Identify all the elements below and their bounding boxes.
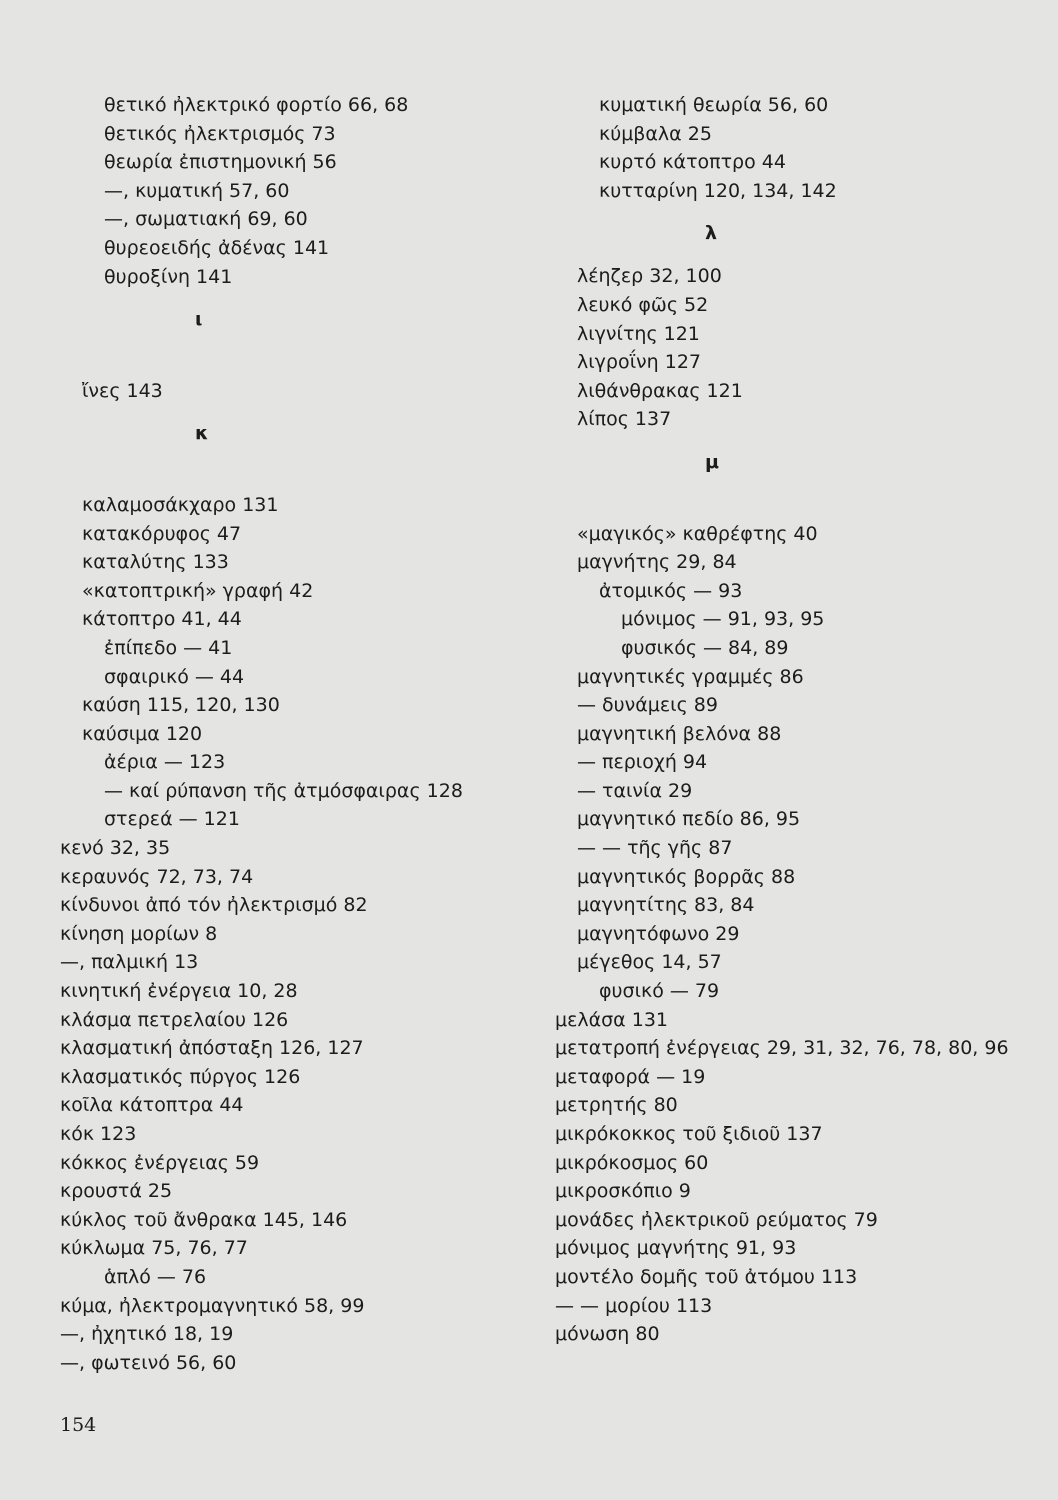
spacer xyxy=(60,462,540,491)
index-entry: καταλύτης 133 xyxy=(82,551,229,574)
index-entry: μαγνητικός βορρᾶς 88 xyxy=(577,865,796,888)
spacer xyxy=(60,348,540,377)
index-entry: μαγνήτης 29, 84 xyxy=(577,551,737,574)
index-entry: «μαγικός» καθρέφτης 40 xyxy=(577,522,818,545)
section-letter: ι xyxy=(195,308,203,331)
index-entry: λευκό φῶς 52 xyxy=(577,293,709,316)
index-entry: θεωρία ἐπιστημονική 56 xyxy=(104,151,337,174)
index-entry: —, παλμική 13 xyxy=(60,951,199,974)
index-entry: μαγνητική βελόνα 88 xyxy=(577,722,782,745)
index-entry: —, σωματιακή 69, 60 xyxy=(104,208,308,231)
index-entry: θετικό ἠλεκτρικό φορτίο 66, 68 xyxy=(104,94,409,116)
index-entry: κινητική ἐνέργεια 10, 28 xyxy=(60,980,298,1003)
index-entry: μεταφορά — 19 xyxy=(555,1065,706,1088)
index-entry: μοντέλο δομῆς τοῦ ἀτόμου 113 xyxy=(555,1265,858,1288)
index-entry: ἀτομικός — 93 xyxy=(599,579,743,602)
index-entry: καλαμοσάκχαρο 131 xyxy=(82,493,279,516)
section-letter: μ xyxy=(705,450,719,473)
index-entry: κεραυνός 72, 73, 74 xyxy=(60,865,254,888)
index-entry: κίνηση μορίων 8 xyxy=(60,922,218,945)
index-entry: μικροσκόπιο 9 xyxy=(555,1180,691,1203)
index-entry: κλασματικός πύργος 126 xyxy=(60,1065,301,1088)
section-letter: κ xyxy=(195,422,209,445)
index-entry: κλάσμα πετρελαίου 126 xyxy=(60,1008,289,1031)
index-entry: μονάδες ἠλεκτρικοῦ ρεύματος 79 xyxy=(555,1208,878,1231)
index-entry: —, κυματική 57, 60 xyxy=(104,179,290,202)
index-entry: ἐπίπεδο — 41 xyxy=(104,636,233,659)
index-entry: — δυνάμεις 89 xyxy=(577,694,718,717)
index-entry: θυροξίνη 141 xyxy=(104,265,233,288)
index-entry: θυρεοειδής ἀδένας 141 xyxy=(104,236,330,259)
index-entry: λιθάνθρακας 121 xyxy=(577,379,743,402)
index-entry: — — μορίου 113 xyxy=(555,1294,713,1317)
index-entry: — καί ρύπανση τῆς ἀτμόσφαιρας 128 xyxy=(104,779,463,802)
index-entry: κυρτό κάτοπτρο 44 xyxy=(599,151,786,174)
index-entry: κύκλος τοῦ ἄνθρακα 145, 146 xyxy=(60,1208,348,1231)
index-entry: κρουστά 25 xyxy=(60,1180,173,1203)
index-entry: κυτταρίνη 120, 134, 142 xyxy=(599,179,837,202)
index-entry: ἁπλό — 76 xyxy=(104,1265,207,1288)
index-entry: — περιοχή 94 xyxy=(577,751,708,774)
page-number: 154 xyxy=(60,1414,97,1436)
index-entry: κύκλωμα 75, 76, 77 xyxy=(60,1237,248,1260)
index-entry: κατακόρυφος 47 xyxy=(82,522,242,545)
index-entry: μαγνητικό πεδίο 86, 95 xyxy=(577,808,801,831)
index-entry: μικρόκοσμος 60 xyxy=(555,1151,709,1174)
right-column xyxy=(555,91,1035,1349)
index-entry: μόνιμος — 91, 93, 95 xyxy=(621,608,825,631)
index-entry: — — τῆς γῆς 87 xyxy=(577,837,733,860)
index-entry: φυσικός — 84, 89 xyxy=(621,636,789,659)
index-entry: μαγνητίτης 83, 84 xyxy=(577,894,755,917)
index-entry: «κατοπτρική» γραφή 42 xyxy=(82,579,314,602)
index-entry: μελάσα 131 xyxy=(555,1008,668,1031)
index-entry: κοῖλα κάτοπτρα 44 xyxy=(60,1094,244,1117)
section-letter: λ xyxy=(705,222,718,245)
index-entry: κύμα, ἠλεκτρομαγνητικό 58, 99 xyxy=(60,1294,365,1317)
index-entry: μικρόκοκκος τοῦ ξιδιοῦ 137 xyxy=(555,1123,823,1145)
index-entry: καύσιμα 120 xyxy=(82,722,203,745)
index-entry: κύμβαλα 25 xyxy=(599,122,712,145)
index-entry: στερεά — 121 xyxy=(104,808,240,831)
index-entry: κάτοπτρο 41, 44 xyxy=(82,608,242,631)
index-entry: σφαιρικό — 44 xyxy=(104,665,245,688)
index-entry: μόνωση 80 xyxy=(555,1323,660,1346)
index-entry: μαγνητικές γραμμές 86 xyxy=(577,665,804,688)
index-entry: κόκκος ἐνέργειας 59 xyxy=(60,1151,260,1174)
spacer xyxy=(555,491,1035,520)
index-entry: κυματική θεωρία 56, 60 xyxy=(599,94,829,116)
index-entry: —, ἠχητικό 18, 19 xyxy=(60,1323,234,1346)
left-column xyxy=(60,91,540,1377)
index-entry: θετικός ἠλεκτρισμός 73 xyxy=(104,122,336,145)
index-entry: —, φωτεινό 56, 60 xyxy=(60,1351,237,1374)
index-entry: κίνδυνοι ἀπό τόν ἠλεκτρισμό 82 xyxy=(60,894,368,917)
index-entry: λίπος 137 xyxy=(577,408,672,431)
index-entry: μέγεθος 14, 57 xyxy=(577,951,722,974)
index-entry: μετρητής 80 xyxy=(555,1094,678,1117)
index-entry: λέηζερ 32, 100 xyxy=(577,265,722,288)
index-entry: φυσικό — 79 xyxy=(599,980,720,1003)
index-entry: — ταινία 29 xyxy=(577,779,693,802)
index-entry: λιγροΐνη 127 xyxy=(577,351,701,374)
index-entry: ἀέρια — 123 xyxy=(104,751,226,774)
index-entry: μετατροπή ἐνέργειας 29, 31, 32, 76, 78, 80, 96 xyxy=(555,1037,1009,1060)
index-entry: καύση 115, 120, 130 xyxy=(82,694,280,717)
index-entry: κενό 32, 35 xyxy=(60,837,171,860)
index-entry: λιγνίτης 121 xyxy=(577,322,700,345)
index-entry: κόκ 123 xyxy=(60,1123,137,1145)
index-entry: ἴνες 143 xyxy=(82,379,163,402)
index-entry: μόνιμος μαγνήτης 91, 93 xyxy=(555,1237,797,1260)
index-entry: μαγνητόφωνο 29 xyxy=(577,922,740,945)
index-entry: κλασματική ἀπόσταξη 126, 127 xyxy=(60,1037,364,1060)
